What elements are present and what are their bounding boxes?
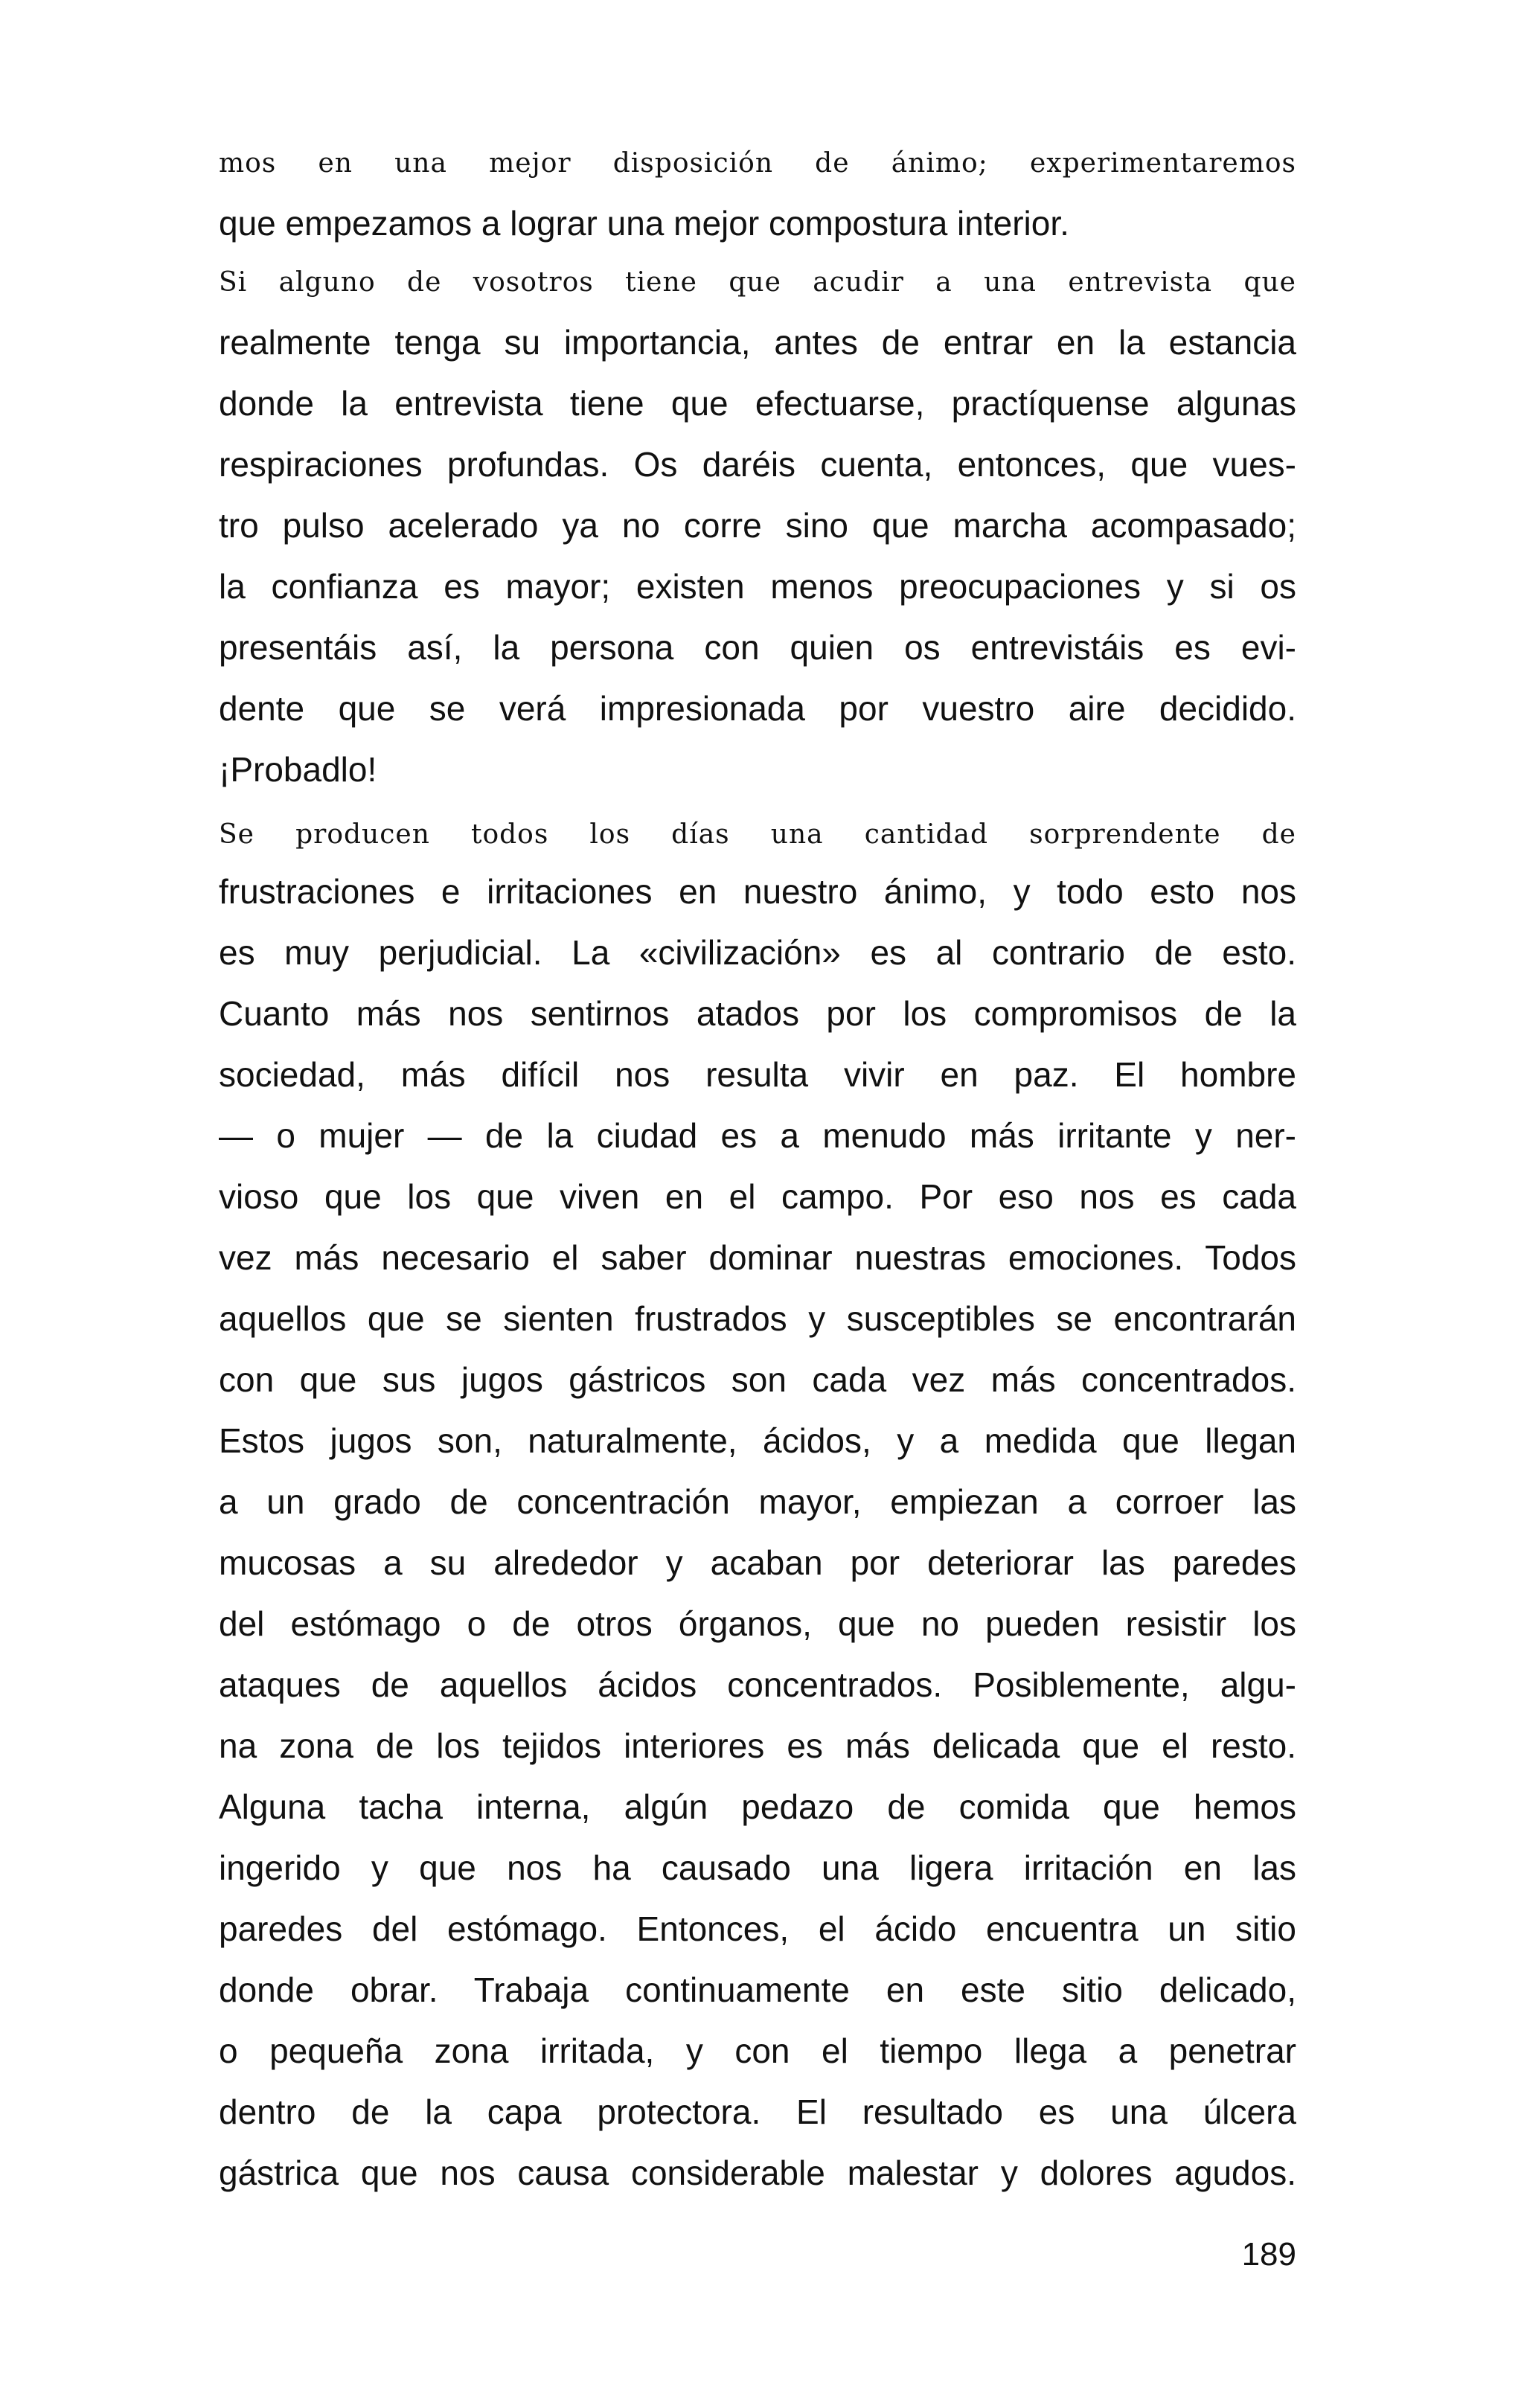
text-line: o pequeña zona irritada, y con el tiempo llega a penetrar <box>219 2031 1296 2070</box>
text-line: mos en una mejor disposición de ánimo; experimentaremos <box>219 148 1296 179</box>
text-line: ingerido y que nos ha causado una ligera irritación en las <box>219 1848 1296 1887</box>
text-line: vioso que los que viven en el campo. Por eso nos es cada <box>219 1177 1296 1216</box>
text-line: mucosas a su alrededor y acaban por deteriorar las paredes <box>219 1543 1296 1582</box>
text-line: donde obrar. Trabaja continuamente en este sitio delicado, <box>219 1970 1296 2009</box>
text-line: tro pulso acelerado ya no corre sino que marcha acompasado; <box>219 506 1296 545</box>
text-line: sociedad, más difícil nos resulta vivir en paz. El hombre <box>219 1055 1296 1094</box>
text-line: a un grado de concentración mayor, empiezan a corroer las <box>219 1482 1296 1521</box>
text-line: ataques de aquellos ácidos concentrados. Posiblemente, algu- <box>219 1665 1296 1704</box>
text-line: Estos jugos son, naturalmente, ácidos, y a medida que llegan <box>219 1421 1296 1460</box>
text-line: gástrica que nos causa considerable malestar y dolores agudos. <box>219 2154 1296 2192</box>
text-line: respiraciones profundas. Os daréis cuenta, entonces, que vues- <box>219 445 1296 484</box>
text-line: vez más necesario el saber dominar nuestras emociones. Todos <box>219 1238 1296 1277</box>
text-line: presentáis así, la persona con quien os entrevistáis es evi- <box>219 628 1296 667</box>
text-line: que empezamos a lograr una mejor compostura interior. <box>219 204 1069 243</box>
text-line: Si alguno de vosotros tiene que acudir a una entrevista que <box>219 267 1296 298</box>
text-line: paredes del estómago. Entonces, el ácido encuentra un sitio <box>219 1909 1296 1948</box>
text-line: Alguna tacha interna, algún pedazo de comida que hemos <box>219 1787 1296 1826</box>
text-line: ¡Probadlo! <box>219 750 377 789</box>
text-line: realmente tenga su importancia, antes de entrar en la estancia <box>219 323 1296 362</box>
text-line: dente que se verá impresionada por vuestro aire decidido. <box>219 689 1296 728</box>
text-line: la confianza es mayor; existen menos preocupaciones y si os <box>219 567 1296 606</box>
text-line: es muy perjudicial. La «civilización» es al contrario de esto. <box>219 933 1296 972</box>
text-line: — o mujer — de la ciudad es a menudo más irritante y ner- <box>219 1116 1296 1155</box>
text-line: frustraciones e irritaciones en nuestro ánimo, y todo esto nos <box>219 872 1296 911</box>
page-number: 189 <box>1241 2236 1296 2273</box>
text-line: del estómago o de otros órganos, que no pueden resistir los <box>219 1604 1296 1643</box>
text-line: dentro de la capa protectora. El resultado es una úlcera <box>219 2092 1296 2131</box>
text-line: con que sus jugos gástricos son cada vez más concentrados. <box>219 1360 1296 1399</box>
text-line: donde la entrevista tiene que efectuarse, practíquense algunas <box>219 384 1296 423</box>
text-line: Se producen todos los días una cantidad sorprendente de <box>219 819 1296 850</box>
text-line: aquellos que se sienten frustrados y susceptibles se encontrarán <box>219 1299 1296 1338</box>
text-line: Cuanto más nos sentirnos atados por los compromisos de la <box>219 994 1296 1033</box>
text-line: na zona de los tejidos interiores es más delicada que el resto. <box>219 1726 1296 1765</box>
